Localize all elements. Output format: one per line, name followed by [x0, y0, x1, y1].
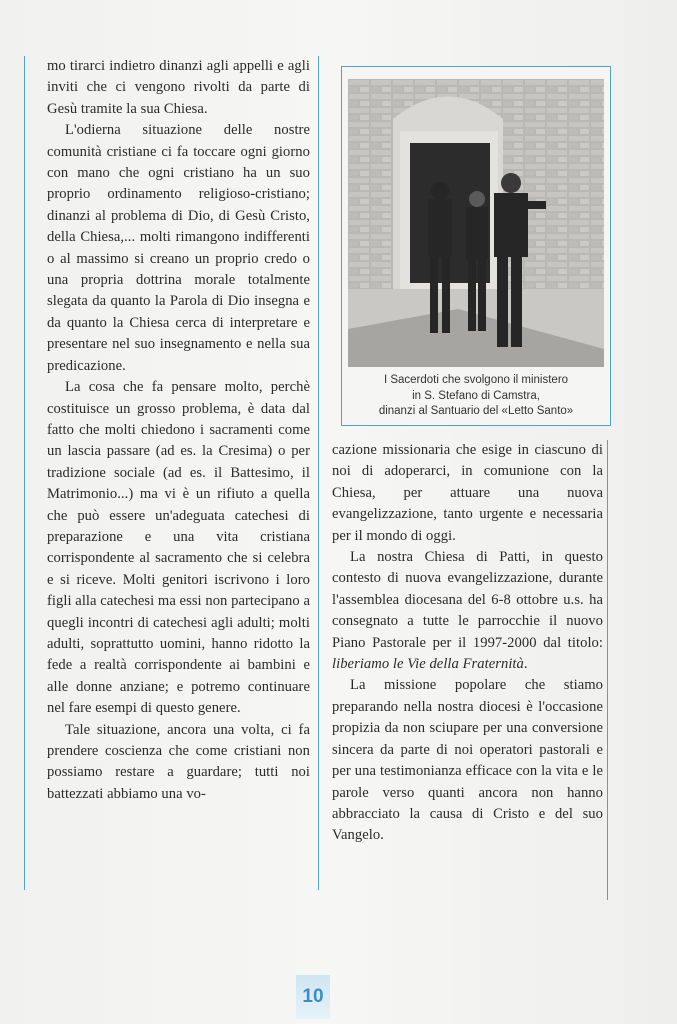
right-paragraph-2-end: . — [523, 656, 528, 673]
photo-frame — [341, 66, 611, 426]
caption-line-3: dinanzi al Santuario del «Letto Santo» — [378, 405, 574, 417]
caption-line-1: I Sacerdoti che svolgono il ministero — [383, 374, 569, 386]
plan-title: liberiamo le Vie della Fraternità — [332, 656, 524, 673]
left-paragraph-1: mo tirarci indietro dinanzi agli appelli e agli inviti che ci vengono rivolti da parte di Gesù tramite la sua Chiesa. — [47, 58, 310, 117]
right-paragraph-1: cazione missionaria che esige in ciascuno di noi di adoperarci, in comunione con la Chiesa, per attuare una nuova evangelizzazione, tanto urgente e necessaria per il mondo di oggi. — [332, 442, 603, 544]
caption-line-2: in S. Stefano di Camstra, — [412, 389, 540, 402]
left-paragraph-4: Tale situazione, ancora una volta, ci fa prendere coscienza che come cristiani non possiamo restare a guardare; tutti noi battezzati abbiamo una vo- — [47, 721, 310, 802]
page-number: 10 — [296, 975, 330, 1019]
right-text-column — [318, 440, 608, 900]
right-paragraph-2 — [332, 547, 603, 675]
photo-priests-at-sanctuary — [348, 79, 604, 367]
right-paragraph-3: La missione popolare che stiamo preparando nella nostra diocesi è l'occasione propizia da non sciupare per una conversione sincera da parte di noi operatori pastorali e per una testimonianza efficace con la vita e le parole verso quanti ancora non hanno abbracciato la causa di Cristo e del suo Vangelo. — [332, 677, 603, 844]
left-text-column — [24, 56, 319, 890]
left-paragraph-2: L'odierna situazione delle nostre comunità cristiane ci fa toccare ogni giorno con mano che ogni cristiano ha un suo proprio ordinamento religioso-cristiano; dinanzi al problema di Dio, di Gesù Cristo, della Chiesa,... molti rimangono indifferenti o al massimo si creano un proprio credo o una propria dottrina morale totalmente slegata da quanto la Parola di Dio insegna e da quanto la Chiesa cerca di interpretare e presentare nel suo insegnamento e nella sua predicazione. — [47, 122, 310, 374]
right-paragraph-2-text: La nostra Chiesa di Patti, in questo contesto di nuova evangelizzazione, durante l'assemblea diocesana del 6-8 ottobre u.s. ha consegnato a tutte le parrocchie il nuovo Piano Pastorale per il 1997-2000 dal titolo: — [332, 549, 603, 651]
left-paragraph-3: La cosa che fa pensare molto, perchè costituisce un grosso problema, è data dal fatto che molti chiedono i sacramenti come un lascia passare (ad es. la Cresima) o per tradizione sociale (ad es. il Battesimo, il Matrimonio...) ma vi è un rifiuto a quella che può essere un'adeguata catechesi di preparazione e una vita cristiana corrispondente al sacramento che si celebra e si riceve. Molti genitori iscrivono i loro figli alla catechesi ma essi non partecipano a quegli incontri di catechesi agli adulti; molti adulti, soprattutto uomini, hanno ridotto la fede a realtà corrispondente ai bambini e alle donne anziane; e potremo continuare nel fare esempi di questo genere. — [47, 379, 310, 717]
photo-caption — [342, 373, 610, 420]
